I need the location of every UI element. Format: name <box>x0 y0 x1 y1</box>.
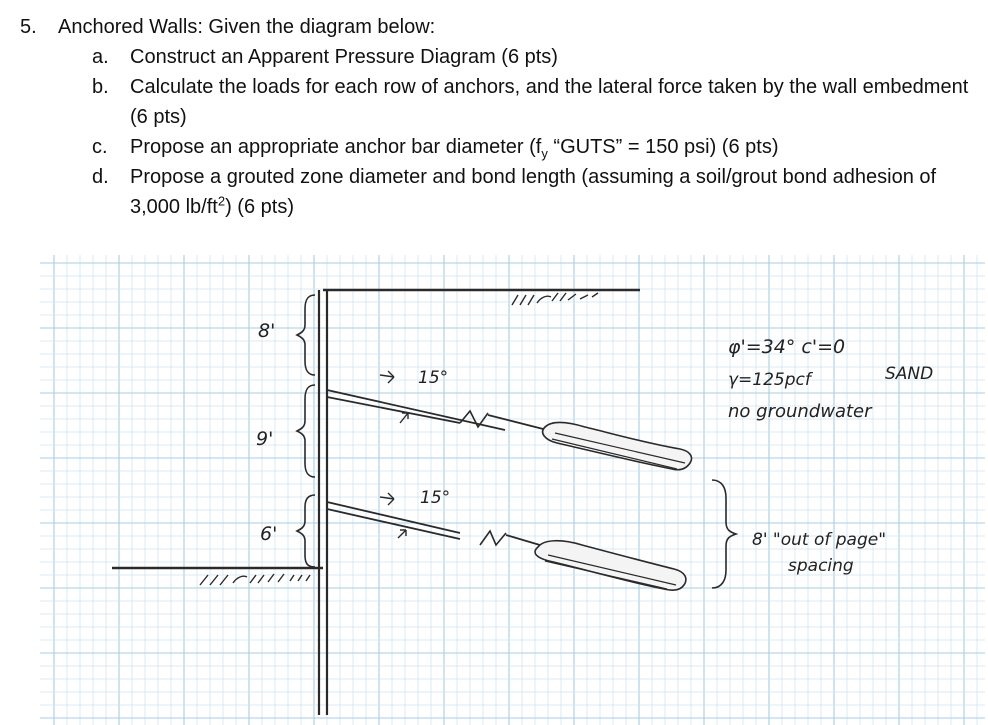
soil-type: SAND <box>885 364 934 384</box>
item-text-subscript: y <box>541 146 548 161</box>
item-text-pre: Propose a grouted zone diameter and bond length (assuming a soil/grout bond adhesion of 3,000 lb/ft <box>130 166 937 218</box>
item-letter: b. <box>92 76 109 98</box>
dimension-label-bottom: 6' <box>260 523 278 545</box>
item-letter: d. <box>92 166 109 188</box>
question-block <box>20 12 970 222</box>
anchored-wall-figure <box>40 255 985 725</box>
question-item-d <box>20 162 970 222</box>
item-text-pre: Propose an appropriate anchor bar diameter (f <box>130 136 542 158</box>
question-title-text: Anchored Walls: Given the diagram below: <box>58 16 436 38</box>
item-text <box>130 162 970 222</box>
soil-unit-weight: γ=125pcf <box>728 370 811 390</box>
question-title <box>20 12 970 42</box>
spacing-note: 8' "out of page" <box>752 530 887 550</box>
item-letter: a. <box>92 46 109 68</box>
item-text: Construct an Apparent Pressure Diagram (6 pts) <box>130 46 558 68</box>
item-text-superscript: 2 <box>217 193 226 209</box>
soil-friction-cohesion: φ'=34° c'=0 <box>728 336 846 358</box>
question-number: 5. <box>20 16 37 38</box>
dimension-label-top: 8' <box>258 320 276 342</box>
graph-paper-background <box>40 255 985 725</box>
item-text-post: ) (6 pts) <box>225 196 294 218</box>
item-text-post: “GUTS” = 150 psi) (6 pts) <box>547 136 779 158</box>
lower-anchor-angle: 15° <box>420 488 451 508</box>
dimension-label-middle: 9' <box>256 428 274 450</box>
item-letter: c. <box>92 136 108 158</box>
question-item-c <box>20 132 970 162</box>
item-text <box>130 132 970 162</box>
question-item-a <box>20 42 970 72</box>
anchored-wall-diagram <box>40 255 985 725</box>
item-text: Calculate the loads for each row of anchors, and the lateral force taken by the wall embedment (6 pts) <box>130 76 969 128</box>
question-item-b <box>20 72 970 132</box>
upper-anchor-angle: 15° <box>418 368 449 388</box>
spacing-note-word: spacing <box>788 556 854 576</box>
question-items <box>20 42 970 222</box>
groundwater-note: no groundwater <box>728 401 872 422</box>
